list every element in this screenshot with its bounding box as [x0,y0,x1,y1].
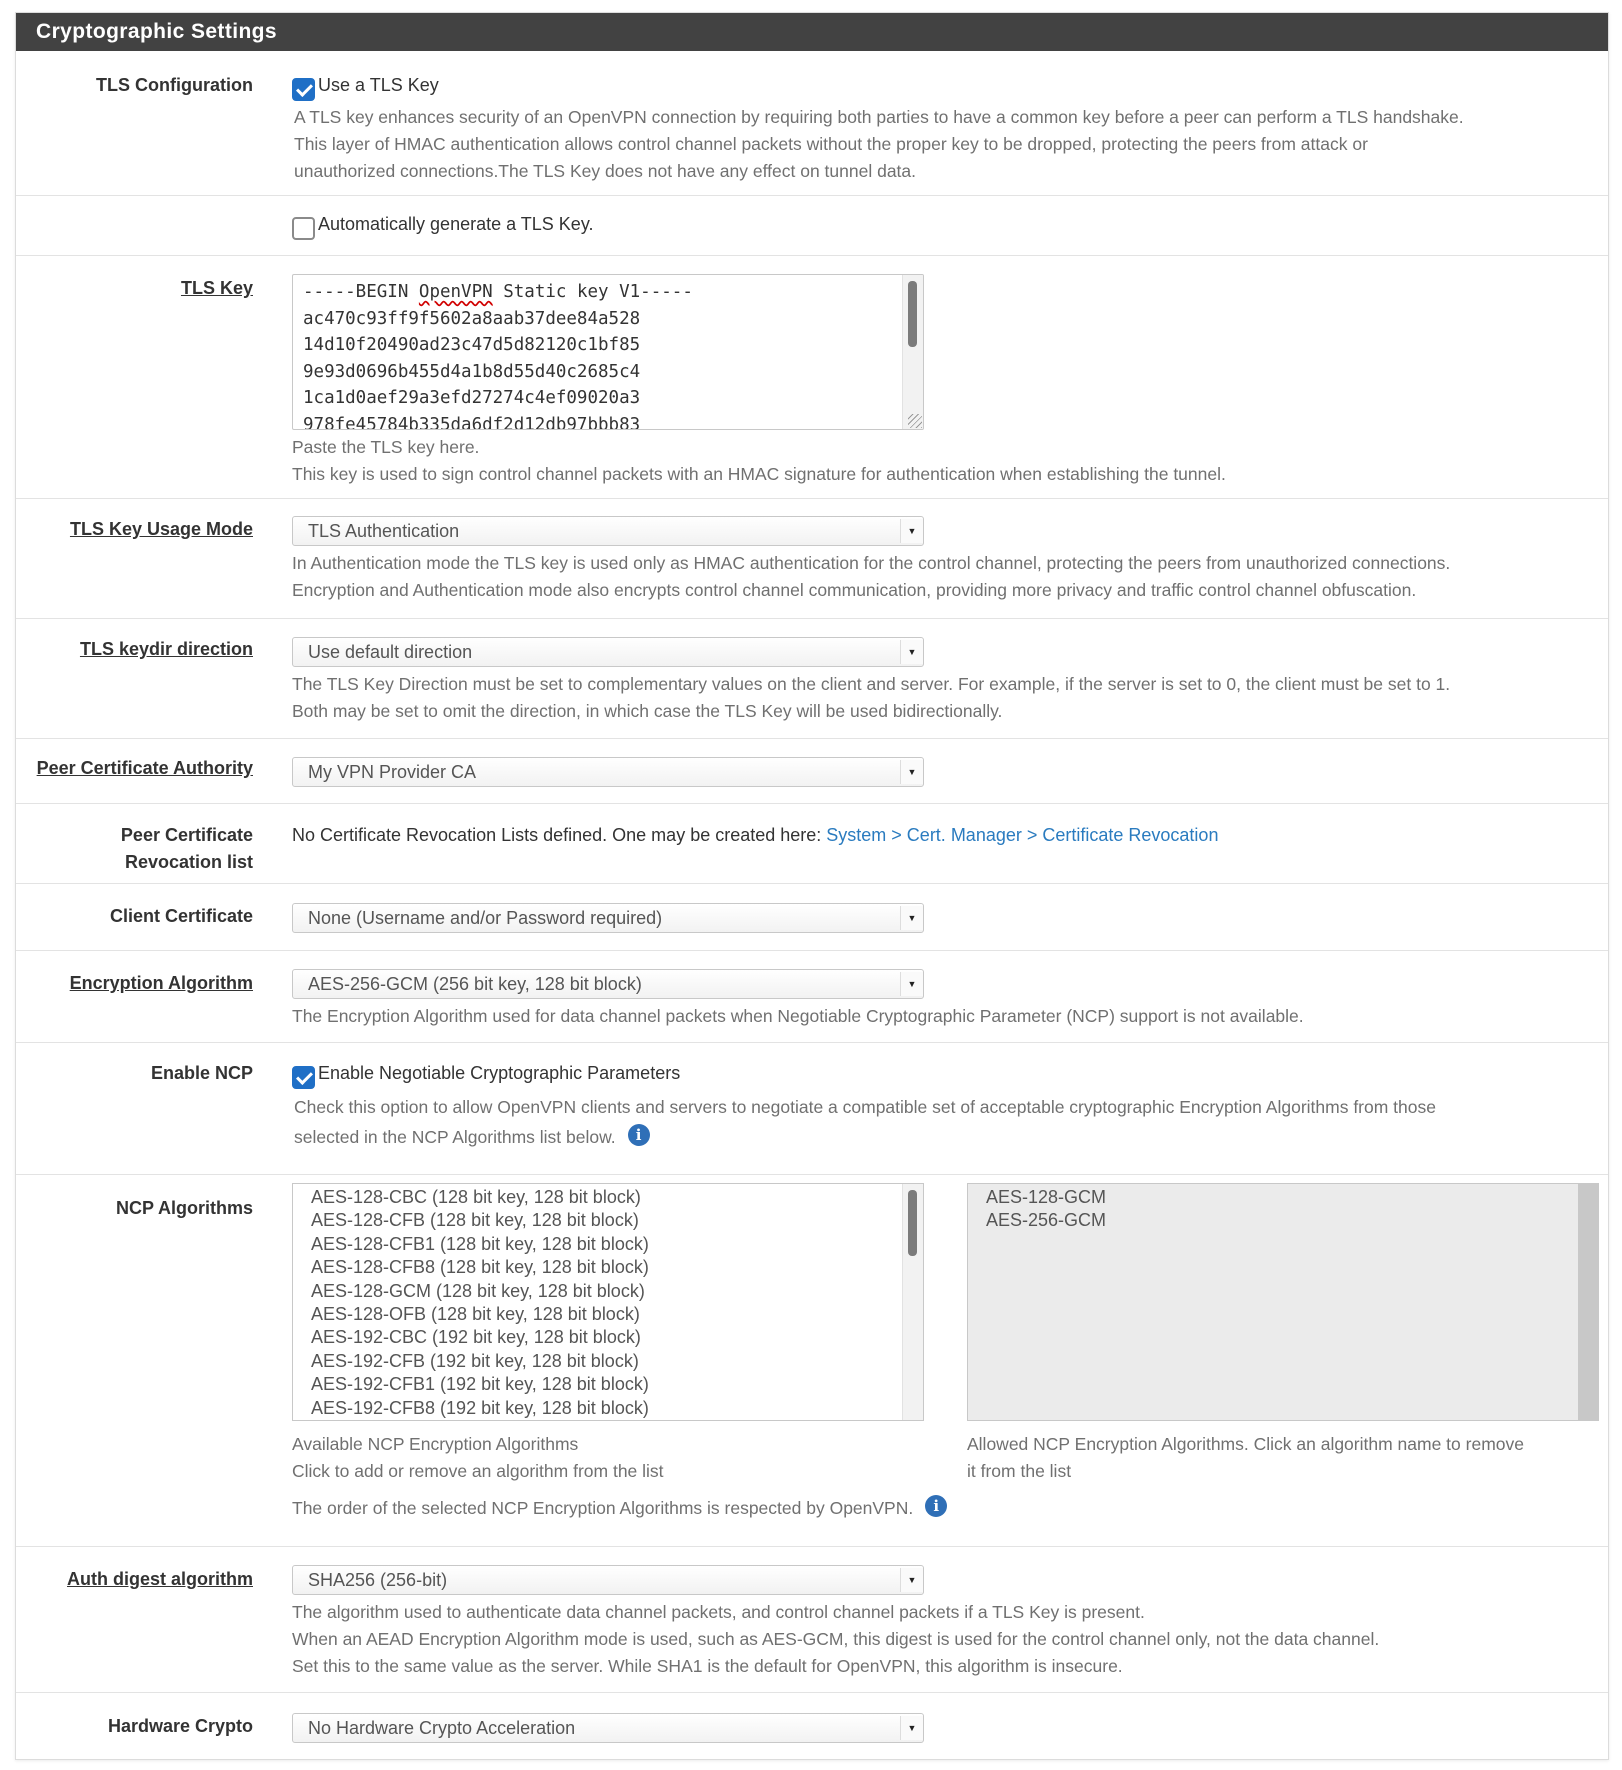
list-item[interactable]: AES-256-GCM [986,1210,1107,1231]
peer-crl-label-line1: Peer Certificate [120,825,253,845]
help-line: In Authentication mode the TLS key is used only as HMAC authentication for the control channel, protecting the peers from unauthorized connections. [292,553,1451,573]
help-line: Check this option to allow OpenVPN clients and servers to negotiate a compatible set of acceptable cryptographic Encryption Algorithms from those [294,1097,1436,1117]
tls-key-line: 1ca1d0aef29a3efd27274c4ef09020a3 [303,388,641,408]
row-encryption-algorithm [16,951,1608,1043]
enable-ncp-label: Enable NCP [150,1063,253,1083]
hardware-crypto-select[interactable] [292,1713,924,1743]
select-value: AES-256-GCM (256 bit key, 128 bit block) [308,974,642,994]
row-auto-generate [16,196,1608,256]
chevron-down-icon[interactable]: ▼ [900,1716,923,1740]
help-line: The TLS Key Direction must be set to complementary values on the client and server. For example, if the server is set to 0, the client must be set to 1. [292,674,1451,694]
help-line: The algorithm used to authenticate data channel packets, and control channel packets if a TLS Key is present. [292,1602,1145,1622]
help-line: Allowed NCP Encryption Algorithms. Click an algorithm name to remove [967,1434,1524,1454]
tls-key-line [303,279,923,306]
select-value: My VPN Provider CA [308,762,477,782]
list-item[interactable]: AES-128-OFB (128 bit key, 128 bit block) [311,1304,640,1325]
list-item[interactable]: AES-192-CBC (192 bit key, 128 bit block) [311,1327,641,1348]
help-line: This layer of HMAC authentication allows control channel packets without the proper key to be dropped, protecting the peers from attack or [294,134,1368,154]
chevron-down-icon[interactable]: ▼ [900,1568,923,1592]
tls-key-usage-mode-label[interactable]: TLS Key Usage Mode [69,519,253,539]
list-item[interactable]: AES-128-GCM [986,1187,1107,1207]
ncp-order-note [292,1495,947,1522]
tls-key-line: 978fe45784b335da6df2d12db97bbb83 [303,414,641,430]
cryptographic-settings-panel [15,12,1609,1760]
tls-keydir-direction-help [292,671,1594,725]
tls-key-textarea[interactable] [292,274,924,430]
peer-ca-select[interactable] [292,757,924,787]
client-certificate-select[interactable] [292,903,924,933]
enable-ncp-checkbox[interactable] [292,1066,315,1089]
help-text: selected in the NCP Algorithms list below. [294,1127,616,1147]
help-line: Encryption and Authentication mode also encrypts control channel communication, providing more privacy and traffic control channel obfuscation. [292,580,1417,600]
chevron-down-icon[interactable]: ▼ [900,906,923,930]
row-client-certificate [16,884,1608,951]
row-tls-configuration [16,51,1608,196]
auto-generate-checkbox[interactable] [292,217,315,240]
client-certificate-label: Client Certificate [109,906,253,926]
available-ncp-algorithms-list[interactable] [292,1183,924,1421]
peer-ca-label[interactable]: Peer Certificate Authority [36,758,253,778]
tls-key-line: 9e93d0696b455d4a1b8d55d40c2685c4 [303,361,641,382]
list-item[interactable]: AES-192-CFB (192 bit key, 128 bit block) [311,1350,639,1371]
auto-generate-option[interactable] [292,211,1594,240]
chevron-down-icon[interactable]: ▼ [900,519,923,543]
allowed-ncp-help [967,1431,1607,1485]
help-line: This key is used to sign control channel packets with an HMAC signature for authentication when establishing the tunnel. [292,464,1226,484]
available-ncp-help [292,1431,932,1485]
allowed-ncp-algorithms-list[interactable] [967,1183,1599,1421]
help-line: Click to add or remove an algorithm from the list [292,1461,664,1481]
tls-key-usage-mode-help [292,550,1594,604]
peer-crl-text: No Certificate Revocation Lists defined. One may be created here: [292,825,827,845]
help-line: Both may be set to omit the direction, in which case the TLS Key will be used bidirectionally. [292,701,1003,721]
list-item[interactable]: AES-128-CFB (128 bit key, 128 bit block) [311,1210,639,1231]
tls-configuration-help [294,104,1594,185]
help-line: Available NCP Encryption Algorithms [292,1434,579,1454]
help-text: The order of the selected NCP Encryption Algorithms is respected by OpenVPN. [292,1498,914,1518]
list-item[interactable]: AES-128-CBC (128 bit key, 128 bit block) [311,1187,641,1207]
tls-keydir-direction-select[interactable] [292,637,924,667]
encryption-algorithm-label[interactable]: Encryption Algorithm [69,973,253,993]
list-item[interactable]: AES-192-CFB1 (192 bit key, 128 bit block) [311,1374,649,1395]
tls-key-line: ac470c93ff9f5602a8aab37dee84a528 [303,308,641,329]
tls-key-scrollbar[interactable] [902,275,923,429]
row-tls-key [16,256,1608,499]
enable-ncp-option[interactable] [292,1060,1594,1089]
tls-key-label[interactable]: TLS Key [180,278,253,298]
row-enable-ncp [16,1043,1608,1175]
select-value: None (Username and/or Password required) [308,908,663,928]
tls-key-scroll-thumb[interactable] [908,281,917,347]
list-item[interactable]: AES-128-CFB8 (128 bit key, 128 bit block) [311,1257,649,1278]
use-tls-key-checkbox[interactable] [292,78,315,101]
peer-crl-label-line2: Revocation list [124,852,253,872]
tls-configuration-label: TLS Configuration [96,75,253,95]
row-peer-crl [16,804,1608,884]
row-ncp-algorithms [16,1175,1608,1547]
use-tls-key-option[interactable] [292,72,1594,101]
ncp-algorithms-label: NCP Algorithms [115,1198,253,1218]
auth-digest-label[interactable]: Auth digest algorithm [67,1569,253,1589]
list-item[interactable]: AES-128-GCM (128 bit key, 128 bit block) [311,1280,645,1301]
cert-revocation-link[interactable]: System > Cert. Manager > Certificate Revocation [826,825,1219,845]
auto-generate-label[interactable]: Automatically generate a TLS Key. [318,214,594,234]
help-line: A TLS key enhances security of an OpenVPN connection by requiring both parties to have a common key before a peer can perform a TLS handshake. [294,107,1464,127]
help-line: Set this to the same value as the server. While SHA1 is the default for OpenVPN, this algorithm is insecure. [292,1656,1123,1676]
auth-digest-select[interactable] [292,1565,924,1595]
info-icon[interactable]: i [628,1124,650,1146]
select-value: TLS Authentication [308,521,460,541]
row-hardware-crypto [16,1693,1608,1759]
info-icon[interactable]: i [925,1495,947,1517]
help-line: it from the list [967,1461,1072,1481]
peer-crl-label [13,822,253,876]
chevron-down-icon[interactable]: ▼ [900,972,923,996]
row-auth-digest-algorithm [16,1547,1608,1693]
tls-key-line: 14d10f20490ad23c47d5d82120c1bf85 [303,335,641,355]
list-item[interactable]: AES-128-CFB1 (128 bit key, 128 bit block) [311,1233,649,1254]
help-line: unauthorized connections.The TLS Key does not have any effect on tunnel data. [294,161,917,181]
use-tls-key-label[interactable]: Use a TLS Key [318,75,439,95]
row-peer-certificate-authority [16,739,1608,804]
row-tls-keydir-direction [16,619,1608,739]
help-line: Paste the TLS key here. [292,437,480,457]
encryption-algorithm-help: The Encryption Algorithm used for data channel packets when Negotiable Cryptographic Parameter (NCP) support is not available. [292,1006,1304,1026]
chevron-down-icon[interactable]: ▼ [900,640,923,664]
chevron-down-icon[interactable]: ▼ [900,760,923,784]
available-list-scroll-thumb[interactable] [908,1190,917,1256]
tls-key-header-suffix: Static key V1----- [492,282,693,302]
encryption-algorithm-select[interactable] [292,969,924,999]
list-item[interactable]: AES-192-CFB8 (192 bit key, 128 bit block) [311,1397,649,1418]
tls-key-help [292,434,1594,488]
help-line [294,1122,1594,1152]
tls-key-header-prefix: -----BEGIN [303,282,419,302]
enable-ncp-help [294,1092,1594,1152]
select-value: Use default direction [308,642,473,662]
help-line: When an AEAD Encryption Algorithm mode is used, such as AES-GCM, this digest is used for the control channel only, not the data channel. [292,1629,1380,1649]
hardware-crypto-label: Hardware Crypto [107,1716,253,1736]
available-list-scrollbar[interactable] [902,1184,923,1420]
row-tls-key-usage-mode [16,499,1608,619]
allowed-list-scrollbar[interactable] [1578,1184,1598,1420]
tls-key-header-misspelled-word: OpenVPN [418,282,493,302]
select-value: No Hardware Crypto Acceleration [308,1718,576,1738]
panel-title: Cryptographic Settings [16,13,1608,51]
select-value: SHA256 (256-bit) [308,1570,448,1590]
resize-handle-icon[interactable] [908,414,922,428]
enable-ncp-checkbox-label[interactable]: Enable Negotiable Cryptographic Parameters [318,1063,681,1083]
auth-digest-help [292,1599,1594,1680]
tls-keydir-direction-label[interactable]: TLS keydir direction [79,639,253,659]
tls-key-usage-mode-select[interactable] [292,516,924,546]
